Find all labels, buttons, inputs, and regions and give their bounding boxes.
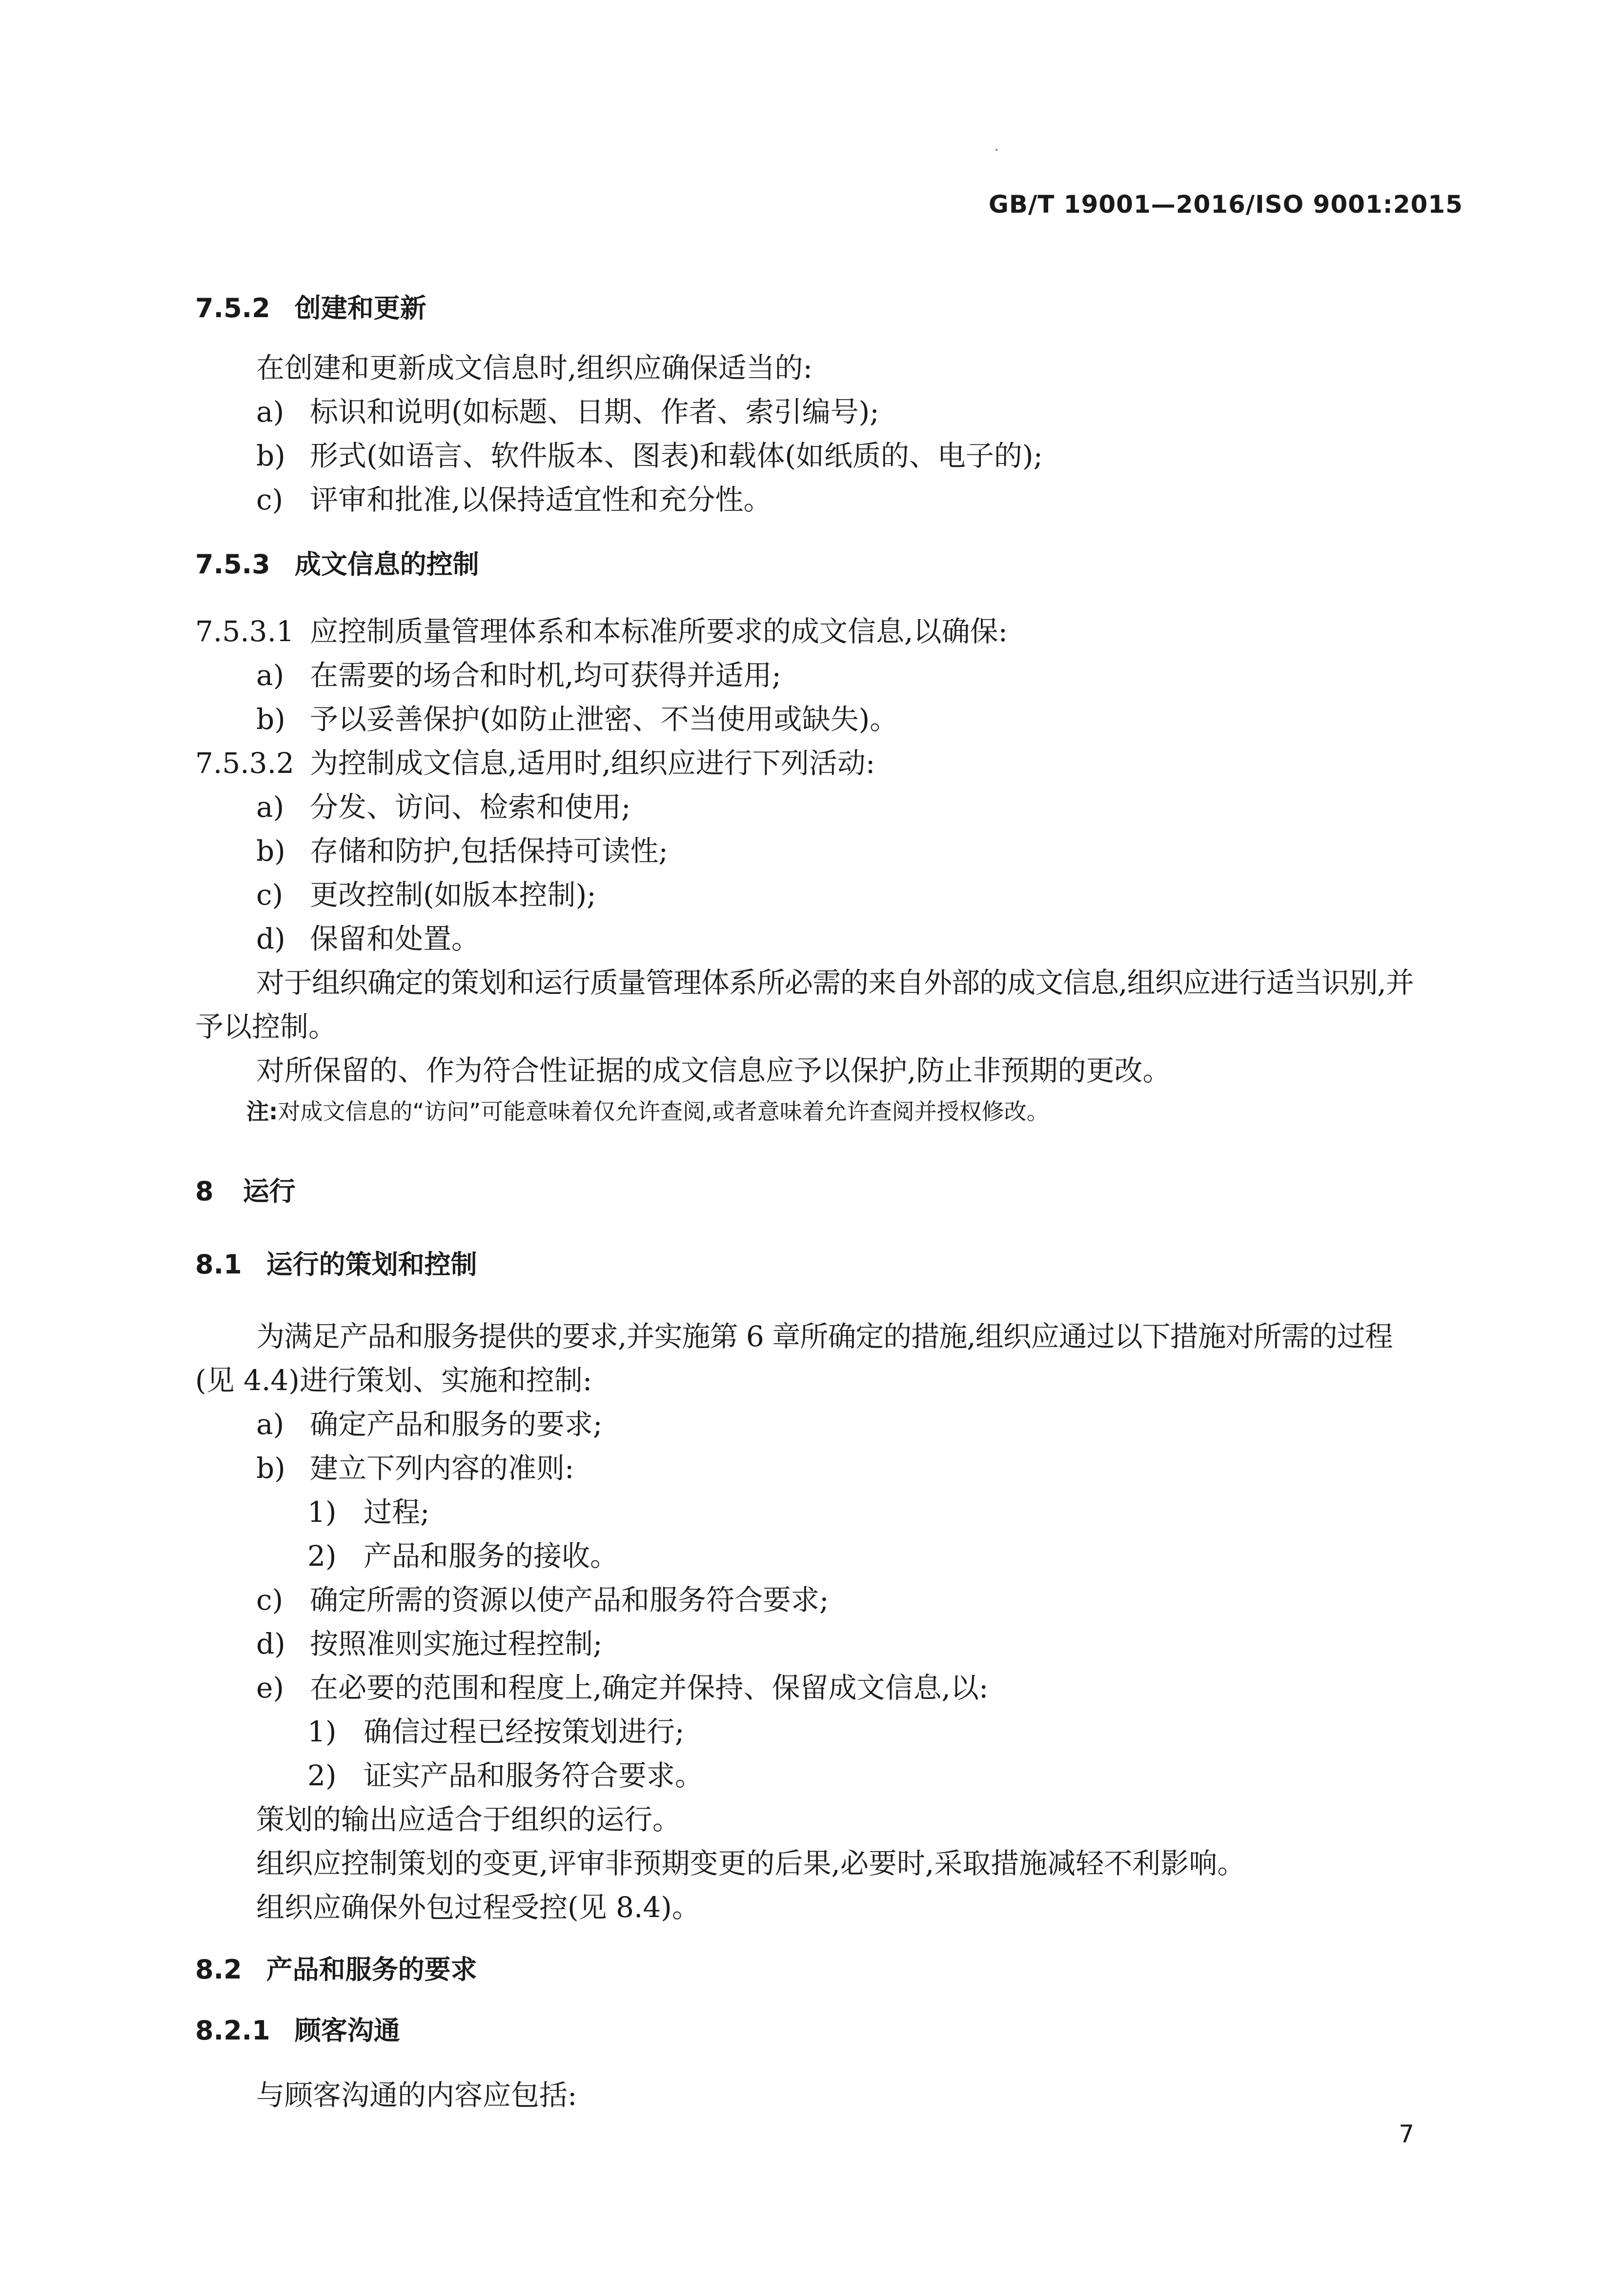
paragraph-continued: 予以控制。 [195,1010,337,1043]
note [246,1100,1049,1123]
section-title: 运行的策划和控制 [266,1249,477,1280]
section-number: 8.1 [195,1249,242,1280]
section-heading-8-1 [195,1249,477,1280]
paragraph: 对于组织确定的策划和运行质量管理体系所必需的来自外部的成文信息,组织应进行适当识别,并 [256,966,1414,999]
paragraph: 组织应确保外包过程受控(见 8.4)。 [256,1891,700,1924]
section-title: 成文信息的控制 [294,549,479,580]
section-heading-7-5-3 [195,551,479,578]
section-heading-8-2-1 [195,2015,400,2046]
section-title: 产品和服务的要求 [266,1954,477,1985]
paragraph: 组织应控制策划的变更,评审非预期变更的后果,必要时,采取措施减轻不利影响。 [256,1847,1246,1880]
paragraph-continued: (见 4.4)进行策划、实施和控制: [195,1364,592,1397]
section-heading-8-2 [195,1954,477,1985]
section-title: 顾客沟通 [294,2015,400,2046]
paragraph: 对所保留的、作为符合性证据的成文信息应予以保护,防止非预期的更改。 [256,1054,1171,1087]
section-number: 8.2 [195,1954,242,1985]
paragraph: 为满足产品和服务提供的要求,并实施第 6 章所确定的措施,组织应通过以下措施对所需的过程 [256,1320,1393,1353]
chapter-heading-8 [195,1178,296,1205]
section-number: 7.5.3 [195,549,270,580]
section-title: 创建和更新 [294,293,426,323]
standard-code: GB/T 19001—2016/ISO 9001:2015 [988,190,1463,219]
section-heading-7-5-2 [195,295,426,322]
section-number: 8 [195,1176,214,1207]
paragraph: 与顾客沟通的内容应包括: [256,2079,577,2112]
paragraph: 策划的输出应适合于组织的运行。 [256,1803,681,1836]
note-text: 对成文信息的“访问”可能意味着仅允许查阅,或者意味着允许查阅并授权修改。 [278,1098,1049,1125]
section-title: 运行 [243,1176,296,1207]
section-number: 8.2.1 [195,2015,270,2046]
page-number: 7 [1399,2120,1414,2148]
scan-speck [995,149,997,151]
note-label: 注: [246,1098,278,1125]
paragraph: 在创建和更新成文信息时,组织应确保适当的: [256,351,812,384]
section-number: 7.5.2 [195,293,270,323]
